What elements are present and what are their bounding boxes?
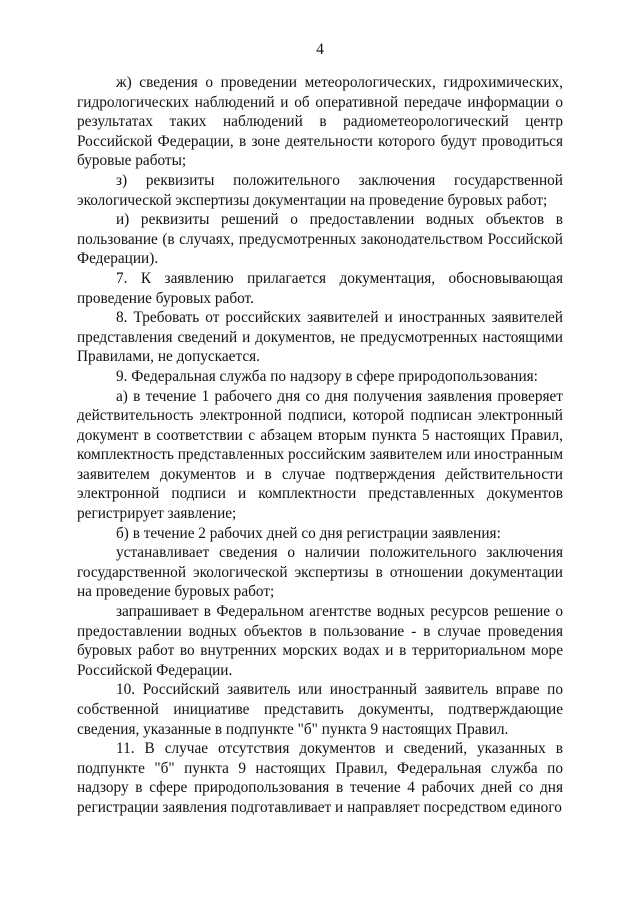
paragraph-requests: запрашивает в Федеральном агентстве водных ресурсов решение о предоставлении водных объектов в пользование - в случае проведения буровых работ во внутренних морских водах и в территориальном море Российской Федерации. [77,603,563,679]
paragraph-establishes: устанавливает сведения о наличии положительного заключения государственной экологической экспертизы в отношении документации на проведение буровых работ; [77,544,563,601]
paragraph-clause-7: 7. К заявлению прилагается документация, обосновывающая проведение буровых работ. [77,269,563,307]
paragraph-item-i: и) реквизиты решений о предоставлении водных объектов в пользование (в случаях, предусмотренных законодательством Российской Федерации). [77,211,563,268]
paragraph-item-b: б) в течение 2 рабочих дней со дня регистрации заявления: [116,524,501,542]
paragraph-clause-10: 10. Российский заявитель или иностранный заявитель вправе по собственной инициативе представить документы, подтверждающие сведения, указанные в подпункте "б" пункта 9 настоящих Правил. [77,681,563,738]
paragraph-clause-8: 8. Требовать от российских заявителей и иностранных заявителей представления сведений и документов, не предусмотренных настоящими Правилами, не допускается. [77,309,563,366]
paragraph-item-zh: ж) сведения о проведении метеорологических, гидрохимических, гидрологических наблюдений и об оперативной передаче информации о результатах таких наблюдений в радиометеорологический центр Российской Федерации, в зоне деятельности которого будут проводиться буровые работы; [77,74,563,170]
paragraph-clause-9: 9. Федеральная служба по надзору в сфере природопользования: [116,367,538,385]
paragraph-clause-11: 11. В случае отсутствия документов и сведений, указанных в подпункте "б" пункта 9 настоящих Правил, Федеральная служба по надзору в сфере природопользования в течение 4 рабочих дней со дня регистрации заявления подготавливает и направляет посредством единого [77,740,563,816]
paragraph-item-a: а) в течение 1 рабочего дня со дня получения заявления проверяет действительность электронной подписи, которой подписан электронный документ в соответствии с абзацем вторым пункта 5 настоящих Правил, комплектность представленных российским заявителем или иностранным заявителем документов и в случае подтверждения действительности электронной подписи и комплектности представленных документов регистрирует заявление; [77,387,563,523]
page-number: 4 [316,41,324,58]
document-body [77,73,563,818]
paragraph-item-z: з) реквизиты положительного заключения государственной экологической экспертизы документации на проведение буровых работ; [77,171,563,209]
